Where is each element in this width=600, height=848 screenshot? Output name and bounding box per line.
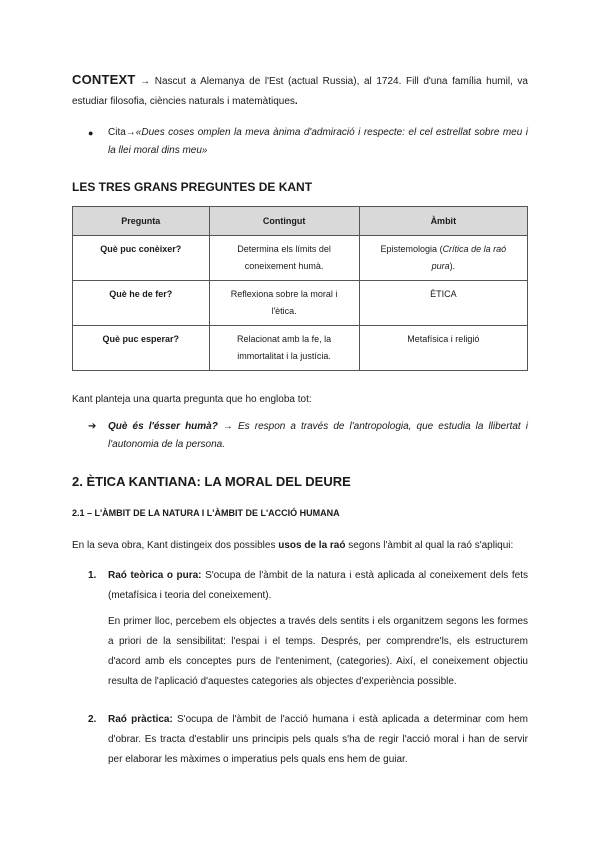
table-cell-pregunta: Què puc esperar? [73,326,210,371]
table-cell-contingut: Relacionat amb la fe, la immortalitat i la justícia. [209,326,359,371]
list-item-raó-teòrica [88,566,528,606]
table-header-pregunta: Pregunta [73,207,210,236]
arrow-icon: ➔ [88,421,97,432]
intro-bold: usos de la raó [278,540,346,551]
section-2-title: 2. ÈTICA KANTIANA: LA MORAL DEL DEURE [72,474,351,489]
cita-text [108,124,528,160]
quarta-answer: → Es respon a través de l'antropologia, que estudia la llibertat i l'autonomia de la persona. [108,421,528,450]
tres-preguntes-heading: LES TRES GRANS PREGUNTES DE KANT [72,180,313,194]
table-header-row [73,207,528,236]
section-intro [72,536,513,556]
quarta-pregunta-text: Kant planteja una quarta pregunta que ho engloba tot: [72,394,312,405]
table-cell-pregunta: Què puc conèixer? [73,236,210,281]
list-item-text [108,566,528,606]
table-header-ambit: Àmbit [359,207,527,236]
list-item-bold: Raó pràctica: [108,714,173,725]
list-item-raó-pràctica [88,710,528,770]
quarta-question: Què és l'ésser humà? [108,421,218,432]
section-2-1-subtitle: 2.1 – L'ÀMBIT DE LA NATURA I L'ÀMBIT DE L'ACCIÓ HUMANA [72,508,340,518]
intro-text-end: segons l'àmbit al qual la raó s'apliqui: [345,540,514,551]
cita-quote: «Dues coses omplen la meva ànima d'admiració i respecte: el cel estrellat sobre meu i la llei moral dins meu» [108,127,528,156]
list-item-text [108,710,528,770]
ambit-italic: Crítica de la raó pura [431,244,507,271]
list-number: 2. [88,714,97,725]
intro-text: En la seva obra, Kant distingeix dos possibles [72,540,279,551]
list-number: 1. [88,570,97,581]
table-cell-contingut: Determina els límits del coneixement humà. [209,236,359,281]
list-item-paragraph: En primer lloc, percebem els objectes a través dels sentits i els organitzem segons les formes a priori de la sensibilitat: l'espai i el temps. Després, per comprendre'ls, els estructurem d'acord amb els conceptes purs de l'enteniment, (categories). Així, el coneixement objectiu resulta de l'aplicació d'aquestes categories als objectes d'experiència possible. [108,616,528,687]
table-row [73,326,528,371]
cita-bullet [88,124,528,160]
quarta-item [88,418,528,454]
ambit-text: Epistemologia ( [380,244,443,254]
ambit-text-end: ). [449,261,456,271]
table-cell-contingut: Reflexiona sobre la moral i l'ètica. [209,281,359,326]
table-cell-ambit: Metafísica i religió [359,326,527,371]
table-row [73,236,528,281]
table-cell-ambit: ÈTICA [359,281,527,326]
preguntes-table [72,206,528,371]
table-cell-pregunta: Què he de fer? [73,281,210,326]
context-text: Nascut a Alemanya de l'Est (actual Russia), al 1724. Fill d'una família humil, va estudiar filosofia, ciències naturals i matemàtiques [72,76,528,107]
bullet-icon: ● [88,128,94,138]
context-arrow: → [140,76,151,87]
list-item-body: S'ocupa de l'àmbit de l'acció humana i està aplicada a determinar com hem d'obrar. Es tracta d'establir uns principis pels quals s'ha de regir l'acció moral i han de servir per elaborar les màximes o imperatius pels quals ens hem de guiar. [108,714,528,765]
context-end: . [294,96,298,107]
cita-label: Cita→ [108,127,136,138]
table-cell-ambit [359,236,527,281]
list-item-bold: Raó teòrica o pura: [108,570,202,581]
quarta-item-text [108,418,528,454]
context-paragraph [72,70,528,112]
list-item-body: S'ocupa de l'àmbit de la natura i està aplicada al coneixement dels fets (metafísica i teoria del coneixement). [108,570,528,601]
table-row [73,281,528,326]
table-header-contingut: Contingut [209,207,359,236]
context-keyword: CONTEXT [72,72,136,87]
